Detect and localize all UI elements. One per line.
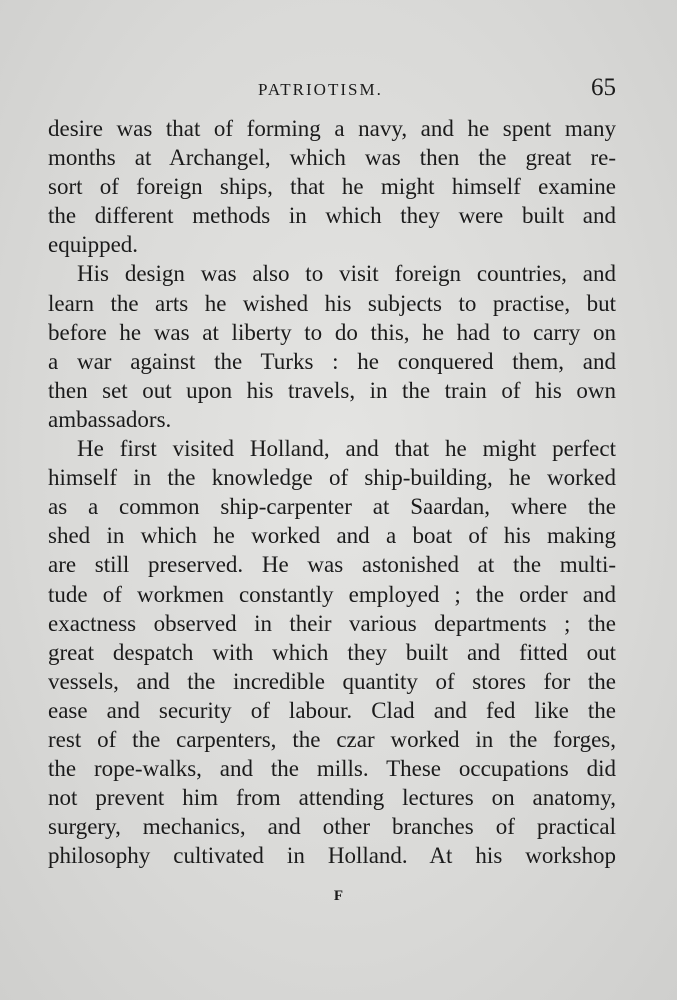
page-header [48, 76, 616, 106]
text-line: ambassadors. [48, 406, 172, 432]
signature-mark: F [333, 888, 344, 904]
text-line: philosophy cultivated in Holland. At his workshop [48, 843, 616, 869]
text-line: then set out upon his travels, in the train of his own [48, 377, 616, 403]
page-number: 65 [591, 74, 616, 101]
text-line: rest of the carpenters, the czar worked in the forges, [48, 726, 616, 752]
text-line: tude of workmen constantly employed ; the order and [48, 581, 616, 607]
text-line: great despatch with which they built and fitted out [48, 639, 616, 665]
running-head: PATRIOTISM. [258, 80, 383, 99]
text-line: sort of foreign ships, that he might himself examine [48, 174, 616, 200]
text-line: before he was at liberty to do this, he had to carry on [48, 319, 616, 345]
text-line: are still preserved. He was astonished at the multi- [48, 552, 616, 578]
text-line: learn the arts he wished his subjects to practise, but [48, 290, 616, 316]
text-line: equipped. [48, 232, 139, 258]
text-line: desire was that of forming a navy, and he spent many [48, 116, 616, 141]
text-line: He first visited Holland, and that he might perfect [77, 436, 616, 462]
text-line: shed in which he worked and a boat of his making [48, 523, 616, 549]
text-line: vessels, and the incredible quantity of stores for the [48, 668, 616, 694]
text-line: himself in the knowledge of ship-building, he worked [48, 465, 616, 491]
body-text [48, 114, 616, 870]
text-line: not prevent him from attending lectures on anatomy, [48, 785, 616, 811]
text-line: as a common ship-carpenter at Saardan, where the [48, 494, 616, 520]
text-line: His design was also to visit foreign countries, and [77, 261, 616, 287]
text-line: surgery, mechanics, and other branches of practical [48, 814, 616, 840]
text-line: months at Archangel, which was then the great re- [48, 145, 616, 171]
text-line: ease and security of labour. Clad and fed like the [48, 697, 616, 723]
text-line: a war against the Turks : he conquered them, and [48, 348, 616, 374]
text-line: the rope-walks, and the mills. These occupations did [48, 756, 616, 782]
text-line: the different methods in which they were built and [48, 203, 616, 229]
text-line: exactness observed in their various departments ; the [48, 610, 616, 636]
